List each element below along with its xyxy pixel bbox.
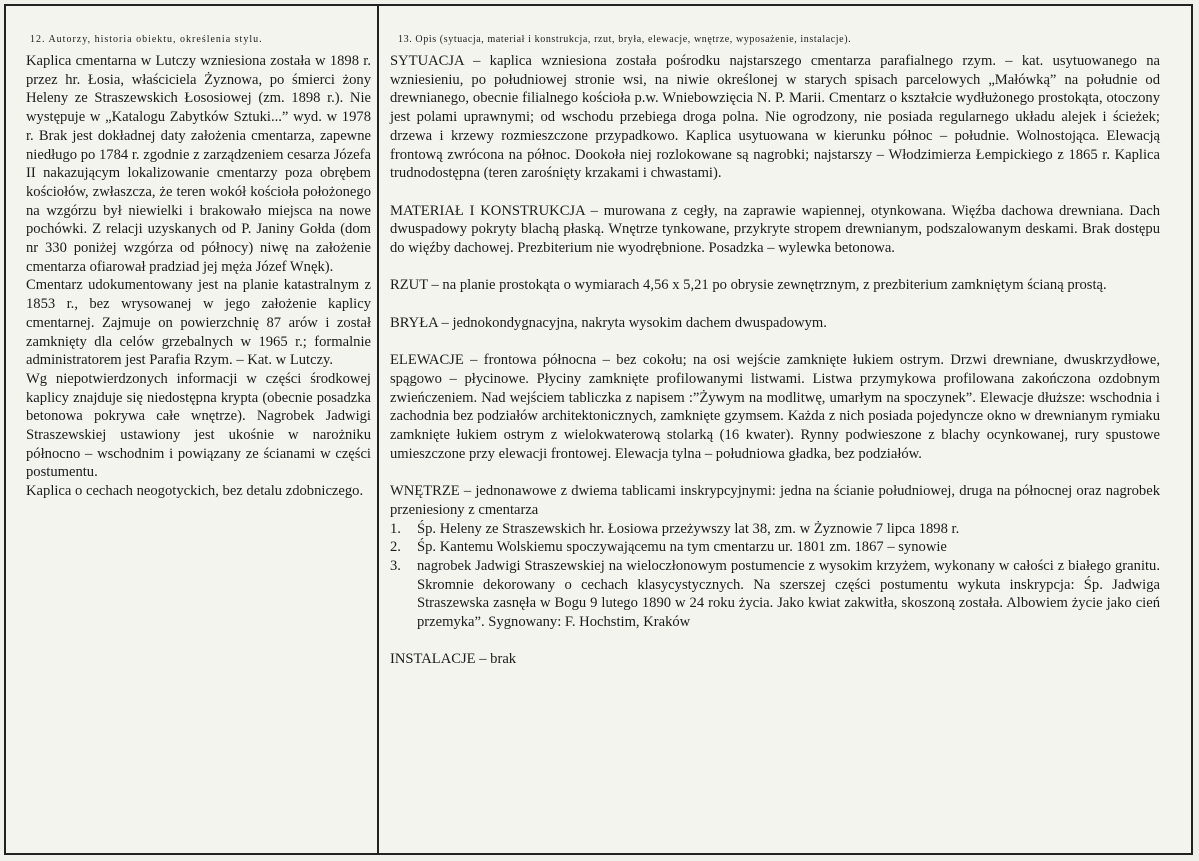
- list-item-text: Śp. Kantemu Wolskiemu spoczywającemu na tym cmentarzu ur. 1801 zm. 1867 – synowie: [417, 539, 947, 556]
- section-12-heading: 12. Autorzy, historia obiektu, określenia stylu.: [30, 34, 263, 45]
- left-column: [20, 30, 373, 501]
- history-paragraph: Kaplica cmentarna w Lutczy wzniesiona została w 1898 r. przez hr. Łosia, właściciela Żyznowa, po śmierci żony Heleny ze Straszewskich Łososiowej (zm. 1898 r.). Nie występuje w „Katalogu Zabytków Sztuki...” wyd. w 1978 r. Brak jest dokładnej daty założenia cmentarza, zapewne niedługo po 1784 r. zgodnie z zarządzeniem cesarza Józefa II nakazującym lokalizowanie cmentarzy poza obrębem kościołów, zwłaszcza, że teren wokół kościoła położonego na wzgórzu był niewielki i brakowało miejsca na nowe pochówki. Z relacji uzyskanych od P. Janiny Gołda (dom nr 330 poniżej wzgórza od północy) niwę na założenie cmentarza ofiarował pradziad jej męża Józef Wnęk).: [26, 53, 371, 275]
- elewacje-paragraph: ELEWACJE – frontowa północna – bez cokołu; na osi wejście zamknięte łukiem ostrym. Drzwi drewniane, dwuskrzydłowe, spągowo – płycinowe. Płyciny zamknięte profilowanymi listwami. Listwa przymykowa profilowana zakończona ozdobnym zwieńczeniem. Nad wejściem tabliczka z napisem :”Żywym na modlitwę, umarłym na spoczynek”. Elewacje dłuższe: wschodnia i zachodnia bez podziałów architektonicznych, zamknięte gzymsem. Każda z nich posiada pojedyncze okno w drewnianym rymiaku zamknięte łukiem ostrym z wielokwaterową stolarką (16 kwater). Rynny podwieszone z blachy ocynkowanej, rury spustowe umieszczone przy elewacji frontowej. Elewacja tylna – południowa gładka, bez podziałów.: [390, 352, 1160, 462]
- instalacje-paragraph: INSTALACJE – brak: [390, 651, 517, 668]
- section-13-heading: 13. Opis (sytuacja, materiał i konstrukcja, rzut, bryła, elewacje, wnętrze, wyposażenie, instalacje).: [398, 34, 852, 45]
- right-column: [390, 30, 1160, 669]
- history-paragraph: Cmentarz udokumentowany jest na planie katastralnym z 1853 r., bez wrysowanej w jego założenie kaplicy cmentarnej. Zajmuje on powierzchnię 87 arów i został zamknięty dla celów grzebalnych w 1965 r.; formalnie administratorem jest Parafia Rzym. – Kat. w Lutczy.: [26, 277, 371, 369]
- material-paragraph: MATERIAŁ I KONSTRUKCJA – murowana z cegły, na zaprawie wapiennej, otynkowana. Więźba dachowa drewniana. Dach dwuspadowy pokryty blachą płaską. Wnętrze tynkowane, przykryte stropem drewnianym, podszalowanym deskami. Brak dostępu do więźby dachowej. Prezbiterium nie wyodrębnione. Posadzka – wylewka betonowa.: [390, 202, 1160, 257]
- list-item-text: Śp. Heleny ze Straszewskich hr. Łosiowa przeżywszy lat 38, zm. w Żyznowie 7 lipca 1898 r.: [417, 520, 960, 537]
- column-divider: [377, 6, 379, 855]
- sytuacja-paragraph: SYTUACJA – kaplica wzniesiona została pośrodku najstarszego cmentarza parafialnego rzym. – kat. usytuowanego na wzniesieniu, po południowej stronie wsi, na niwie określonej w starych spisach parcelowych „Małówką” na południe od drewnianego, obecnie filialnego kościoła p.w. Wniebowzięcia N. P. Marii. Cmentarz o kształcie wydłużonego prostokąta, otoczony jest polami uprawnymi; od wschodu przebiega droga polna. Nie ogrodzony, nie posiada regularnego układu alejek i ścieżek; drzewa i krzewy rozmieszczone przypadkowo. Kaplica usytuowana w kierunku północ – południe. Wolnostojąca. Elewacją frontową zwrócona na północ. Dookoła niej rozlokowane są nagrobki; najstarszy – Włodzimierza Łempickiego z 1865 r. Kaplica trudnodostępna (teren zarośnięty krzakami i chwastami).: [390, 53, 1160, 182]
- history-paragraph: Wg niepotwierdzonych informacji w części środkowej kaplicy znajduje się niedostępna krypta (obecnie posadzka betonowa pokrywa całe wnętrze). Nagrobek Jadwigi Straszewskiej ustawiony jest ukośnie w narożniku północno – wschodnim i powiązany ze ścianami w części postumentu.: [26, 370, 371, 481]
- list-item-number: 3.: [390, 557, 401, 574]
- description-text: [390, 52, 1160, 669]
- inscription-list: [390, 520, 1160, 632]
- list-item: [390, 557, 1160, 632]
- history-text: [20, 52, 371, 501]
- wnetrze-paragraph: WNĘTRZE – jednonawowe z dwiema tablicami inskrypcyjnymi: jedna na ścianie południowej, druga na północnej oraz nagrobek przeniesiony z cmentarza: [390, 483, 1160, 518]
- list-item: [390, 520, 1160, 539]
- history-paragraph: Kaplica o cechach neogotyckich, bez detalu zdobniczego.: [26, 483, 364, 500]
- list-item-number: 1.: [390, 520, 401, 537]
- list-item: [390, 538, 1160, 557]
- list-item-number: 2.: [390, 539, 401, 556]
- list-item-text: nagrobek Jadwigi Straszewskiej na wieloczłonowym postumencie z wysokim krzyżem, wykonany w całości z białego granitu. Skromnie dekorowany o cechach klasycystycznych. Na szerszej części postumentu wykuta inskrypcja: Śp. Jadwiga Straszewska zasnęła w Bogu 9 lutego 1890 w 24 roku życia. Jako kwiat zakwitła, skoszoną została. Albowiem życie jako cień przemyka”. Sygnowany: F. Hochstim, Kraków: [417, 557, 1160, 631]
- bryla-paragraph: BRYŁA – jednokondygnacyjna, nakryta wysokim dachem dwuspadowym.: [390, 314, 827, 331]
- rzut-paragraph: RZUT – na planie prostokąta o wymiarach 4,56 x 5,21 po obrysie zewnętrznym, z prezbiterium zamkniętym ścianą prostą.: [390, 277, 1107, 294]
